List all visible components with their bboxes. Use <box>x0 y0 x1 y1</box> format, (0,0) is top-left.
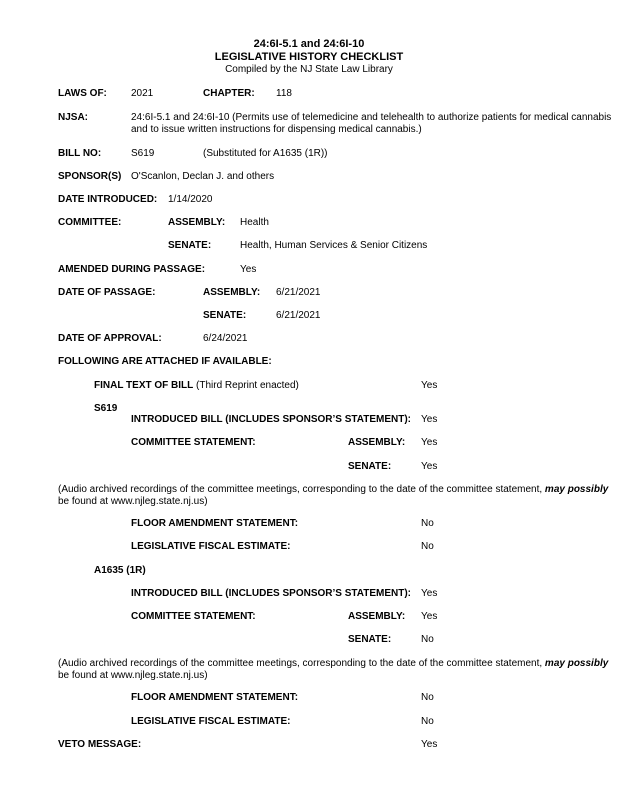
bill-no-label: BILL NO: <box>58 148 102 159</box>
bill-no-value: S619 <box>131 148 155 159</box>
a1635-introduced-label: INTRODUCED BILL (INCLUDES SPONSOR’S STATEMENT): <box>131 588 411 599</box>
approval-value: 6/24/2021 <box>203 333 248 344</box>
njsa-label: NJSA: <box>58 112 89 123</box>
amended-value: Yes <box>240 264 257 275</box>
s619-fiscal-label: LEGISLATIVE FISCAL ESTIMATE: <box>131 541 291 552</box>
date-introduced-value: 1/14/2020 <box>168 194 213 205</box>
committee-senate-label: SENATE: <box>168 240 212 251</box>
s619-fiscal-value: No <box>421 541 434 552</box>
audio-note-emphasis: may possibly <box>544 484 609 495</box>
s619-introduced-value: Yes <box>421 414 438 425</box>
final-text-row <box>94 380 299 392</box>
audio-note-2-text: (Audio archived recordings of the committee meetings, corresponding to the date of the committee statement, <box>58 658 545 669</box>
a1635-senate-value: No <box>421 634 434 645</box>
s619-senate-value: Yes <box>421 461 438 472</box>
page-subtitle: Compiled by the NJ State Law Library <box>225 64 393 75</box>
substituted-note: (Substituted for A1635 (1R)) <box>203 148 328 159</box>
s619-floor-label: FLOOR AMENDMENT STATEMENT: <box>131 518 299 529</box>
a1635-senate-label: SENATE: <box>348 634 392 645</box>
s619-assembly-label: ASSEMBLY: <box>348 437 406 448</box>
sponsors-label: SPONSOR(S) <box>58 171 122 182</box>
audio-note-2-line-1 <box>58 658 608 670</box>
chapter-value: 118 <box>276 88 292 99</box>
attached-heading: FOLLOWING ARE ATTACHED IF AVAILABLE: <box>58 356 272 367</box>
a1635-floor-value: No <box>421 692 434 703</box>
a1635-fiscal-label: LEGISLATIVE FISCAL ESTIMATE: <box>131 716 291 727</box>
passage-label: DATE OF PASSAGE: <box>58 287 156 298</box>
s619-floor-value: No <box>421 518 434 529</box>
s619-assembly-value: Yes <box>421 437 438 448</box>
passage-senate-label: SENATE: <box>203 310 247 321</box>
veto-value: Yes <box>421 739 438 750</box>
date-introduced-label: DATE INTRODUCED: <box>58 194 158 205</box>
passage-assembly-label: ASSEMBLY: <box>203 287 261 298</box>
final-text-value: Yes <box>421 380 438 391</box>
s619-introduced-label: INTRODUCED BILL (INCLUDES SPONSOR’S STATEMENT): <box>131 414 411 425</box>
a1635-fiscal-value: No <box>421 716 434 727</box>
sponsors-value: O'Scanlon, Declan J. and others <box>131 171 275 182</box>
audio-note-2-emphasis: may possibly <box>544 658 609 669</box>
s619-committee-label: COMMITTEE STATEMENT: <box>131 437 256 448</box>
final-text-label: FINAL TEXT OF BILL <box>94 380 194 391</box>
laws-of-value: 2021 <box>131 88 154 99</box>
page-title: LEGISLATIVE HISTORY CHECKLIST <box>214 51 404 63</box>
njsa-line-1: 24:6I-5.1 and 24:6I-10 (Permits use of telemedicine and telehealth to authorize patients for medical cannabis <box>131 112 612 123</box>
audio-note-line-1 <box>58 484 608 496</box>
s619-heading: S619 <box>94 403 118 414</box>
a1635-assembly-label: ASSEMBLY: <box>348 611 406 622</box>
passage-assembly-value: 6/21/2021 <box>276 287 321 298</box>
passage-senate-value: 6/21/2021 <box>276 310 321 321</box>
approval-label: DATE OF APPROVAL: <box>58 333 162 344</box>
veto-label: VETO MESSAGE: <box>58 739 142 750</box>
a1635-introduced-value: Yes <box>421 588 438 599</box>
a1635-floor-label: FLOOR AMENDMENT STATEMENT: <box>131 692 299 703</box>
njsa-line-2: and to issue written instructions for dispensing medical cannabis.) <box>131 124 422 135</box>
a1635-heading: A1635 (1R) <box>94 565 146 576</box>
amended-label: AMENDED DURING PASSAGE: <box>58 264 206 275</box>
a1635-committee-label: COMMITTEE STATEMENT: <box>131 611 256 622</box>
audio-note-2-line-2: be found at www.njleg.state.nj.us) <box>58 670 208 681</box>
laws-of-label: LAWS OF: <box>58 88 107 99</box>
committee-assembly-label: ASSEMBLY: <box>168 217 226 228</box>
audio-note-text: (Audio archived recordings of the committee meetings, corresponding to the date of the committee statement, <box>58 484 545 495</box>
committee-assembly-value: Health <box>240 217 269 228</box>
a1635-assembly-value: Yes <box>421 611 438 622</box>
chapter-label: CHAPTER: <box>203 88 255 99</box>
committee-label: COMMITTEE: <box>58 217 122 228</box>
final-text-note: (Third Reprint enacted) <box>193 380 299 391</box>
citation-heading: 24:6I-5.1 and 24:6I-10 <box>253 38 365 50</box>
audio-note-line-2: be found at www.njleg.state.nj.us) <box>58 496 208 507</box>
committee-senate-value: Health, Human Services & Senior Citizens <box>240 240 428 251</box>
s619-senate-label: SENATE: <box>348 461 392 472</box>
